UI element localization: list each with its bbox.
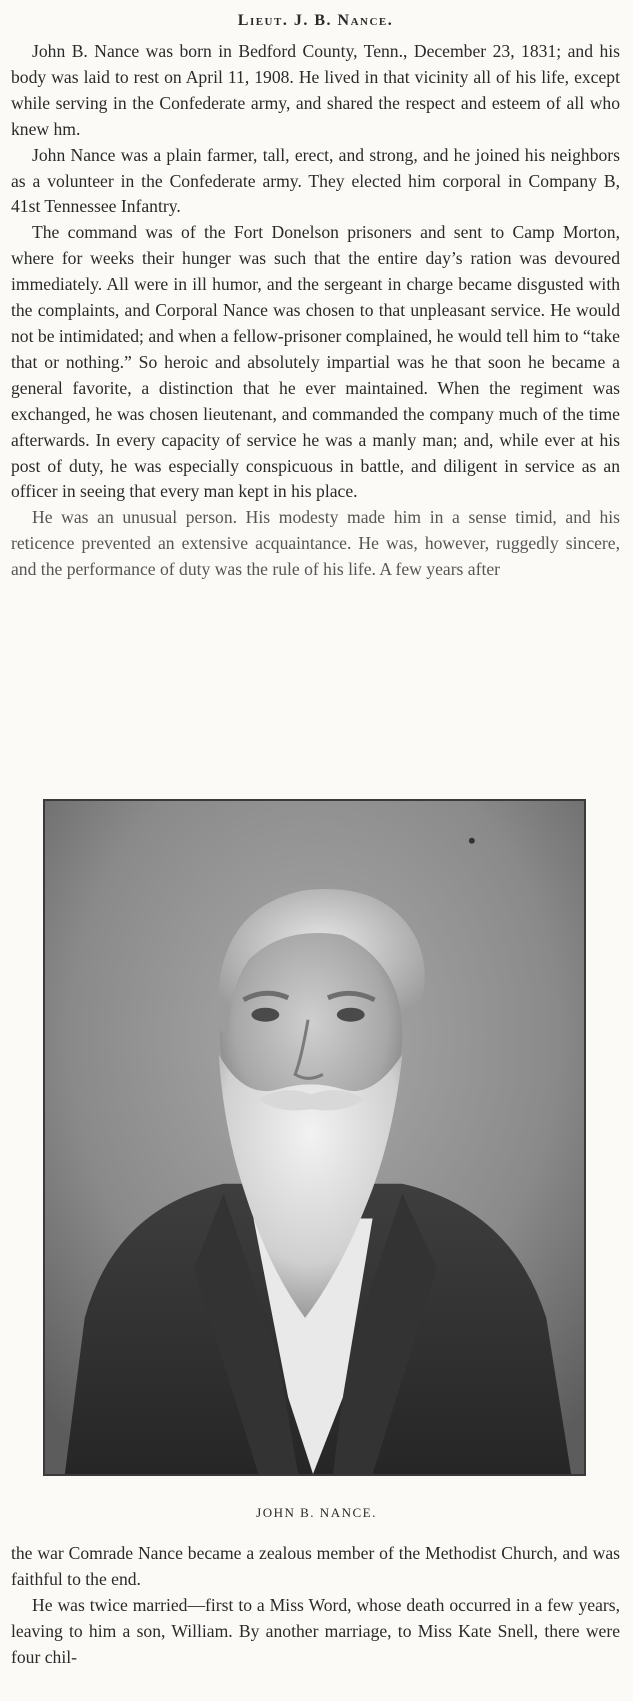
paragraph-farmer: John Nance was a plain farmer, tall, erect, and strong, and he joined his neighbors as a volunteer in the Confederate army. They elected him corporal in Company B, 41st Tennessee Infantry. [11, 144, 620, 217]
photo-caption: JOHN B. NANCE. [256, 1505, 377, 1520]
paragraph-marriages: He was twice married—first to a Miss Word, whose death occurred in a few years, leaving to him a son, William. By another marriage, to Miss Kate Snell, there were four chil- [11, 1594, 620, 1667]
article-body-top [11, 39, 620, 583]
portrait-photo [43, 799, 586, 1476]
article-title: Lieut. J. B. Nance. [237, 12, 394, 29]
paragraph-methodist: the war Comrade Nance became a zealous member of the Methodist Church, and was faithful to the end. [11, 1543, 620, 1589]
paragraph-birth: John B. Nance was born in Bedford County, Tenn., December 23, 1831; and his body was laid to rest on April 11, 1908. He lived in that vicinity all of his life, except while serving in the Confederate army, and shared the respect and esteem of all who knew hm. [11, 41, 620, 139]
paragraph-character: He was an unusual person. His modesty made him in a sense timid, and his reticence prevented an extensive acquaintance. He was, however, ruggedly sincere, and the performance of duty was the rule of his life. A few years after [11, 507, 620, 580]
article-body-bottom [11, 1541, 620, 1671]
paragraph-camp-morton: The command was of the Fort Donelson prisoners and sent to Camp Morton, where for weeks their hunger was such that the entire day’s ration was devoured immediately. All were in ill humor, and the sergeant in charge became disgusted with the complaints, and Corporal Nance was chosen to that unpleasant service. He would not be intimidated; and when a fellow-prisoner complained, he would tell him to “take that or nothing.” So heroic and absolutely impartial was he that soon he became a general favorite, a distinction that he ever maintained. When the regiment was exchanged, he was chosen lieutenant, and commanded the company much of the time afterwards. In every capacity of service he was a manly man; and, while ever at his post of duty, he was especially conspicuous in battle, and diligent in service as an officer in seeing that every man kept in his place. [11, 222, 620, 502]
portrait-image [45, 801, 584, 1474]
